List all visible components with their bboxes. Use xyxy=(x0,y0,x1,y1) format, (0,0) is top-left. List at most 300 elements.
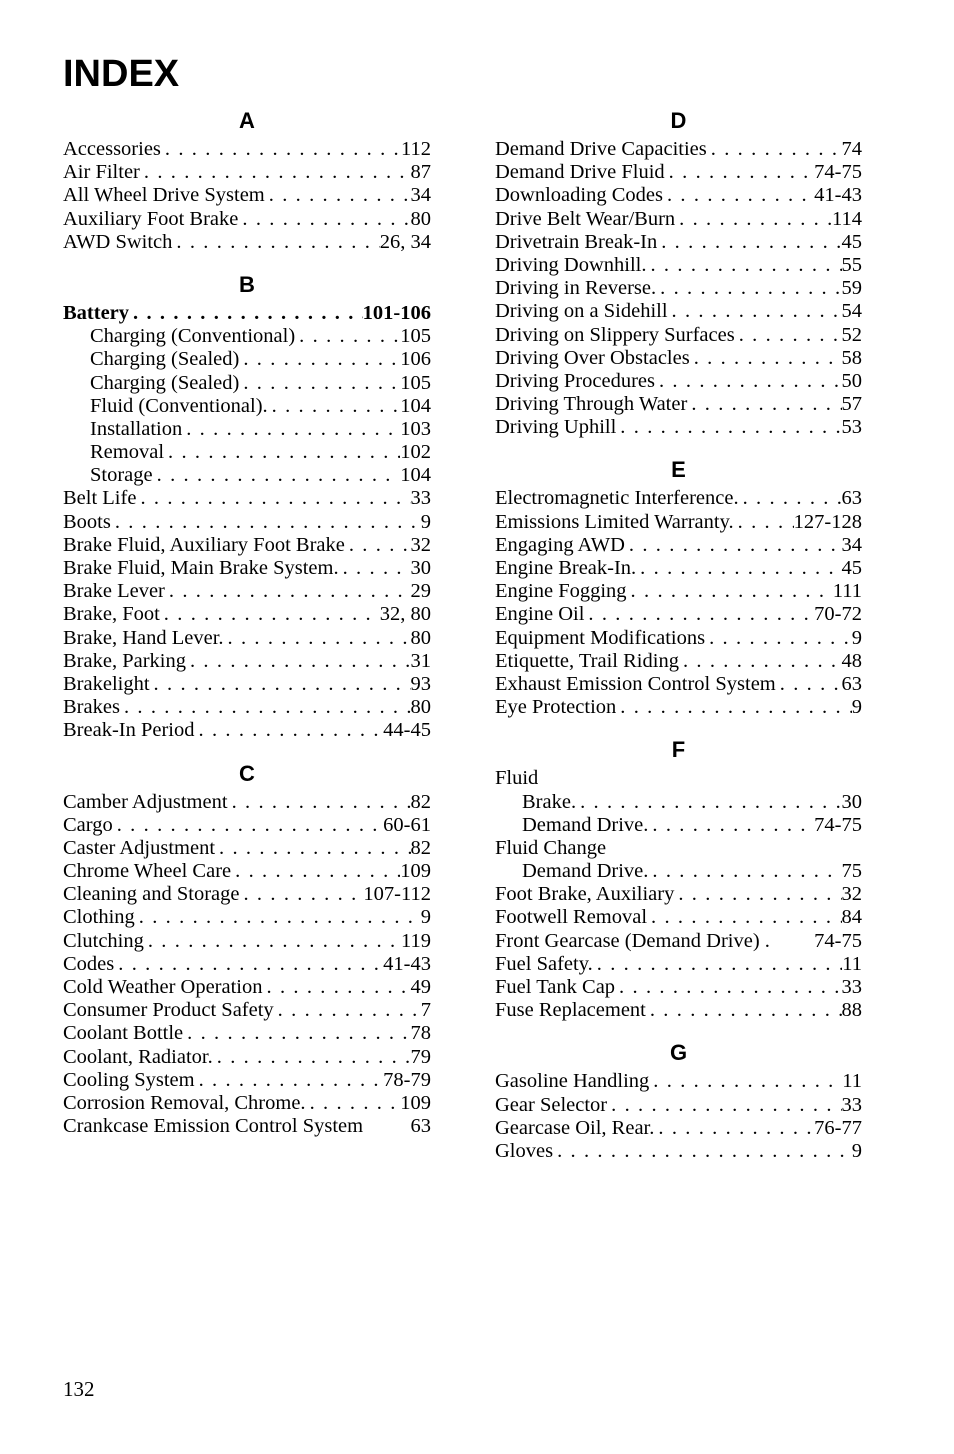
entry-term: Crankcase Emission Control System xyxy=(63,1115,364,1138)
entry-page: 76-77 xyxy=(814,1116,862,1139)
index-entry xyxy=(63,953,431,976)
index-entry xyxy=(495,627,862,650)
index-section-b xyxy=(63,268,431,743)
index-subentry xyxy=(63,418,431,441)
index-entry xyxy=(495,906,862,929)
entry-term: Brake, Foot xyxy=(63,603,160,626)
dot-leader xyxy=(675,208,832,231)
dot-leader xyxy=(165,580,411,603)
entry-term: Consumer Product Safety xyxy=(63,999,274,1022)
entry-page: 107-112 xyxy=(363,883,431,906)
index-subentry xyxy=(63,325,431,348)
dot-leader xyxy=(144,930,401,953)
dot-leader xyxy=(136,487,410,510)
index-entry xyxy=(495,976,862,999)
index-entry xyxy=(63,534,431,557)
entry-page: 105 xyxy=(400,325,431,348)
dot-leader xyxy=(648,814,814,837)
index-entry xyxy=(495,511,862,534)
dot-leader xyxy=(268,395,401,418)
page-title: INDEX xyxy=(63,53,180,95)
dot-leader xyxy=(627,580,833,603)
dot-leader xyxy=(160,603,380,626)
entry-term: Boots xyxy=(63,510,111,533)
index-entry xyxy=(63,930,431,953)
index-entry xyxy=(495,277,862,300)
index-entry xyxy=(63,1115,431,1138)
section-letter: G xyxy=(669,1040,688,1066)
entry-page: 106 xyxy=(400,348,431,371)
index-entry xyxy=(495,767,862,790)
entry-page: 80 xyxy=(410,696,431,719)
dot-leader xyxy=(776,673,842,696)
dot-leader xyxy=(135,906,421,929)
index-entry xyxy=(63,511,431,534)
entry-page: 45 xyxy=(841,230,862,253)
entry-page: 114 xyxy=(832,207,862,230)
entry-term: Charging (Sealed) xyxy=(90,348,240,371)
index-section-c xyxy=(63,757,431,1139)
entry-term: Brake, Hand Lever. xyxy=(63,626,224,649)
entry-page: 31 xyxy=(410,649,431,672)
index-entry xyxy=(63,696,431,719)
entry-term: Demand Drive Fluid xyxy=(495,161,665,184)
entry-page: 59 xyxy=(841,277,862,300)
entry-page: 53 xyxy=(841,416,862,439)
index-entry xyxy=(63,814,431,837)
index-subentry xyxy=(63,372,431,395)
index-entry xyxy=(495,930,862,953)
entry-page: 54 xyxy=(841,300,862,323)
entry-term: Downloading Codes xyxy=(495,184,663,207)
index-entry xyxy=(495,208,862,231)
entry-page: 11 xyxy=(842,952,862,975)
entry-page: 70-72 xyxy=(814,603,862,626)
entry-page: 57 xyxy=(841,393,862,416)
entry-term: Driving Downhill. xyxy=(495,253,647,276)
dot-leader xyxy=(186,650,411,673)
dot-leader xyxy=(735,324,842,347)
dot-leader xyxy=(161,138,401,161)
dot-leader xyxy=(649,1070,842,1093)
dot-leader xyxy=(274,999,421,1022)
index-entry xyxy=(495,1070,862,1093)
entry-page: 112 xyxy=(401,138,431,160)
entry-page: 30 xyxy=(841,790,862,813)
dot-leader xyxy=(239,372,400,395)
dot-leader xyxy=(215,837,410,860)
index-entry xyxy=(495,138,862,161)
entry-page: 11 xyxy=(842,1070,862,1093)
dot-leader xyxy=(646,254,841,277)
dot-leader xyxy=(553,1140,852,1163)
entry-term: Engine Break-In. xyxy=(495,557,637,579)
dot-leader xyxy=(195,1069,384,1092)
dot-leader xyxy=(295,325,400,348)
index-entry xyxy=(495,416,862,439)
entry-page: 9 xyxy=(420,510,431,533)
entry-term: Driving Procedures xyxy=(495,369,655,392)
index-entry xyxy=(63,231,431,254)
dot-leader xyxy=(646,999,842,1022)
entry-term: Driving in Reverse. xyxy=(495,277,657,300)
entry-page: 74 xyxy=(841,138,862,160)
entry-page: 58 xyxy=(841,346,862,369)
index-entry xyxy=(63,837,431,860)
dot-leader xyxy=(339,557,411,580)
entry-page: 41-43 xyxy=(383,952,431,975)
entry-page: 63 xyxy=(841,487,862,510)
entry-term: Fluid Change xyxy=(495,836,607,859)
dot-leader xyxy=(182,418,400,441)
dot-leader xyxy=(663,184,814,207)
index-subentry xyxy=(495,860,862,883)
entry-term: Fuse Replacement xyxy=(495,999,646,1022)
entry-term: Cooling System xyxy=(63,1068,195,1091)
entry-term: Brakelight xyxy=(63,672,150,695)
entry-term: Battery xyxy=(63,301,130,324)
entry-term: Removal xyxy=(90,441,165,464)
dot-leader xyxy=(679,650,842,673)
index-entry xyxy=(63,627,431,650)
entry-term: Engaging AWD xyxy=(495,533,625,556)
index-entry xyxy=(63,673,431,696)
dot-leader xyxy=(636,557,841,580)
dot-leader xyxy=(668,300,842,323)
entry-page: 111 xyxy=(832,580,862,603)
dot-leader xyxy=(164,441,400,464)
entry-term: Eye Protection xyxy=(495,696,617,719)
index-entry xyxy=(63,1092,431,1115)
entry-term: Electromagnetic Interference. xyxy=(495,487,739,510)
index-entry xyxy=(495,999,862,1022)
index-column-left xyxy=(63,104,431,1152)
index-entry xyxy=(495,837,862,860)
entry-term: Exhaust Emission Control System xyxy=(495,672,776,695)
entry-term: Gloves xyxy=(495,1139,554,1162)
entry-page: 75 xyxy=(841,860,862,883)
dot-leader xyxy=(648,860,841,883)
dot-leader xyxy=(238,208,410,231)
dot-leader xyxy=(213,1046,411,1069)
entry-page: 33 xyxy=(841,1093,862,1116)
index-section-e xyxy=(495,453,862,719)
section-letter: A xyxy=(239,108,255,133)
entry-term: Auxiliary Foot Brake xyxy=(63,207,239,230)
entry-term: Cold Weather Operation xyxy=(63,976,263,998)
index-subentry xyxy=(495,791,862,814)
index-entry xyxy=(63,487,431,510)
entry-page: 45 xyxy=(841,557,862,579)
index-entry xyxy=(63,557,431,580)
dot-leader xyxy=(576,791,841,814)
dot-leader xyxy=(120,696,411,719)
index-entry xyxy=(495,673,862,696)
index-entry xyxy=(495,393,862,416)
index-entry xyxy=(495,1094,862,1117)
index-entry xyxy=(63,1022,431,1045)
index-entry xyxy=(495,324,862,347)
entry-page: 87 xyxy=(410,161,431,184)
index-entry xyxy=(495,184,862,207)
entry-term: Fuel Safety. xyxy=(495,952,593,975)
entry-page: 74-75 xyxy=(814,161,862,184)
dot-leader xyxy=(584,603,814,626)
dot-leader xyxy=(647,906,841,929)
entry-page: 52 xyxy=(841,323,862,346)
entry-page: 9 xyxy=(420,906,431,929)
entry-term: Driving on a Sidehill xyxy=(495,300,668,323)
entry-page: 30 xyxy=(410,557,431,579)
dot-leader xyxy=(113,814,383,837)
entry-term: Codes xyxy=(63,952,115,975)
entry-page: 60-61 xyxy=(383,813,431,836)
entry-term: Cargo xyxy=(63,813,113,836)
index-entry xyxy=(63,650,431,673)
index-entry xyxy=(63,161,431,184)
index-entry xyxy=(495,883,862,906)
entry-term: Demand Drive. xyxy=(522,860,649,883)
entry-page: 78-79 xyxy=(383,1068,431,1091)
entry-term: Demand Drive. xyxy=(522,813,649,836)
entry-page: 127-128 xyxy=(793,510,862,533)
dot-leader xyxy=(306,1092,401,1115)
entry-term: Gasoline Handling xyxy=(495,1070,650,1093)
entry-page: 9 xyxy=(851,696,862,719)
entry-term: Air Filter xyxy=(63,161,140,184)
index-entry xyxy=(63,719,431,742)
dot-leader xyxy=(140,161,411,184)
entry-page: 104 xyxy=(400,464,431,487)
entry-page: 63 xyxy=(841,672,862,695)
entry-term: Emissions Limited Warranty. xyxy=(495,510,734,533)
section-letter: C xyxy=(239,760,255,786)
index-subentry xyxy=(495,814,862,837)
index-entry xyxy=(495,953,862,976)
entry-term: Etiquette, Trail Riding xyxy=(495,649,679,672)
index-entry xyxy=(63,302,431,325)
entry-page: 93 xyxy=(410,672,431,695)
entry-term: All Wheel Drive System xyxy=(63,184,265,207)
dot-leader xyxy=(655,370,842,393)
entry-page: 32, 80 xyxy=(379,603,431,626)
section-letter: F xyxy=(671,737,686,763)
entry-page: 49 xyxy=(410,976,431,998)
index-entry xyxy=(495,370,862,393)
entry-page: 82 xyxy=(410,836,431,859)
index-section-f xyxy=(495,733,862,1022)
entry-term: Gear Selector xyxy=(495,1093,608,1116)
entry-page: 44-45 xyxy=(383,719,431,742)
entry-page: 82 xyxy=(410,790,431,813)
dot-leader xyxy=(239,883,363,906)
entry-term: Break-In Period xyxy=(63,719,195,742)
entry-page: 32 xyxy=(841,883,862,906)
entry-page: 74-75 xyxy=(814,813,862,836)
index-entry xyxy=(63,208,431,231)
dot-leader xyxy=(263,976,411,999)
dot-leader xyxy=(129,302,363,325)
dot-leader xyxy=(734,511,794,534)
entry-page: 109 xyxy=(400,1091,431,1114)
index-entry xyxy=(63,860,431,883)
entry-page: 48 xyxy=(841,649,862,672)
dot-leader xyxy=(707,138,842,161)
entry-page: 84 xyxy=(841,906,862,929)
index-entry xyxy=(495,1117,862,1140)
dot-leader xyxy=(111,511,421,534)
index-subentry xyxy=(63,464,431,487)
entry-page: 105 xyxy=(400,371,431,394)
dot-leader xyxy=(239,348,400,371)
dot-leader xyxy=(150,673,411,696)
dot-leader xyxy=(153,464,401,487)
entry-page: 33 xyxy=(410,487,431,510)
dot-leader xyxy=(265,184,411,207)
index-entry xyxy=(495,696,862,719)
entry-page: 80 xyxy=(410,626,431,649)
entry-term: Caster Adjustment xyxy=(63,836,216,859)
dot-leader xyxy=(616,696,851,719)
entry-term: Belt Life xyxy=(63,487,137,510)
dot-leader xyxy=(616,416,841,439)
entry-term: Fluid (Conventional). xyxy=(90,394,268,417)
entry-page: 34 xyxy=(410,184,431,207)
index-entry xyxy=(63,1046,431,1069)
section-letter: D xyxy=(670,108,687,133)
section-letter: E xyxy=(671,457,686,483)
index-section-d xyxy=(495,104,862,439)
entry-term: Driving Uphill xyxy=(495,416,617,439)
dot-leader xyxy=(674,883,841,906)
entry-page: 74-75 xyxy=(814,929,862,952)
entry-page: 63 xyxy=(410,1115,431,1138)
entry-term: Fuel Tank Cap xyxy=(495,976,616,998)
dot-leader xyxy=(656,277,841,300)
entry-term: Drivetrain Break-In xyxy=(495,230,658,253)
entry-page: 33 xyxy=(841,976,862,998)
entry-term: Corrosion Removal, Chrome. xyxy=(63,1091,306,1114)
index-entry xyxy=(495,161,862,184)
index-entry xyxy=(495,487,862,510)
index-entry xyxy=(63,906,431,929)
entry-term: Charging (Conventional) xyxy=(90,325,296,348)
entry-term: Coolant, Radiator. xyxy=(63,1045,213,1068)
dot-leader xyxy=(228,791,411,814)
entry-page: 9 xyxy=(851,626,862,649)
index-entry xyxy=(495,300,862,323)
index-entry xyxy=(63,791,431,814)
index-section-g xyxy=(495,1036,862,1163)
entry-term: AWD Switch xyxy=(63,230,173,253)
entry-page: 26, 34 xyxy=(379,230,431,253)
entry-page: 109 xyxy=(400,860,431,883)
index-entry xyxy=(495,1140,862,1163)
entry-page: 103 xyxy=(400,417,431,440)
entry-page: 7 xyxy=(420,999,431,1022)
dot-leader xyxy=(665,161,815,184)
index-entry xyxy=(495,650,862,673)
index-entry xyxy=(63,580,431,603)
entry-page: 50 xyxy=(841,369,862,392)
entry-page: 119 xyxy=(401,929,431,952)
entry-term: Brake Fluid, Auxiliary Foot Brake xyxy=(63,533,345,556)
dot-leader xyxy=(690,347,842,370)
entry-term: Demand Drive Capacities xyxy=(495,138,707,160)
entry-page: 29 xyxy=(410,580,431,603)
entry-term: Gearcase Oil, Rear. xyxy=(495,1116,655,1139)
entry-term: Driving Through Water xyxy=(495,393,688,416)
index-subentry xyxy=(63,348,431,371)
index-entry xyxy=(63,1069,431,1092)
index-entry xyxy=(63,603,431,626)
index-entry xyxy=(495,347,862,370)
index-subentry xyxy=(63,441,431,464)
entry-term: Chrome Wheel Care xyxy=(63,860,232,883)
dot-leader xyxy=(345,534,411,557)
entry-term: Front Gearcase (Demand Drive) . xyxy=(495,929,770,952)
entry-page: 55 xyxy=(841,253,862,276)
entry-term: Clutching xyxy=(63,929,144,952)
entry-term: Camber Adjustment xyxy=(63,790,228,813)
dot-leader xyxy=(224,627,411,650)
index-entry xyxy=(63,184,431,207)
dot-leader xyxy=(593,953,843,976)
entry-term: Brake Fluid, Main Brake System. xyxy=(63,557,339,579)
index-entry xyxy=(63,976,431,999)
entry-page: 102 xyxy=(400,441,431,464)
section-letter: B xyxy=(239,271,255,297)
dot-leader xyxy=(114,953,383,976)
dot-leader xyxy=(231,860,400,883)
dot-leader xyxy=(183,1022,410,1045)
entry-term: Footwell Removal xyxy=(495,906,648,929)
dot-leader xyxy=(654,1117,814,1140)
entry-page: 101-106 xyxy=(362,301,431,324)
index-entry xyxy=(495,534,862,557)
entry-page: 88 xyxy=(841,999,862,1022)
entry-term: Charging (Sealed) xyxy=(90,371,240,394)
dot-leader xyxy=(625,534,842,557)
entry-term: Foot Brake, Auxiliary xyxy=(495,883,675,906)
entry-page: 41-43 xyxy=(814,184,862,207)
entry-term: Brake Lever xyxy=(63,580,165,603)
entry-term: Fluid xyxy=(495,767,539,790)
index-entry xyxy=(63,883,431,906)
entry-term: Clothing xyxy=(63,906,135,929)
entry-term: Brakes xyxy=(63,696,120,719)
index-entry xyxy=(495,231,862,254)
entry-term: Accessories xyxy=(63,138,161,160)
entry-term: Brake. xyxy=(522,790,577,813)
dot-leader xyxy=(195,719,384,742)
index-subentry xyxy=(63,395,431,418)
entry-page: 78 xyxy=(410,1022,431,1045)
entry-term: Coolant Bottle xyxy=(63,1022,184,1045)
entry-term: Engine Oil xyxy=(495,603,585,626)
page-number: 132 xyxy=(63,1377,95,1401)
dot-leader xyxy=(615,976,841,999)
entry-page: 34 xyxy=(841,533,862,556)
index-entry xyxy=(63,999,431,1022)
dot-leader xyxy=(705,627,852,650)
entry-term: Storage xyxy=(90,464,153,487)
index-section-a xyxy=(63,104,431,254)
index-column-right xyxy=(495,104,862,1177)
entry-page: 32 xyxy=(410,533,431,556)
entry-page: 9 xyxy=(851,1139,862,1162)
index-entry xyxy=(495,254,862,277)
